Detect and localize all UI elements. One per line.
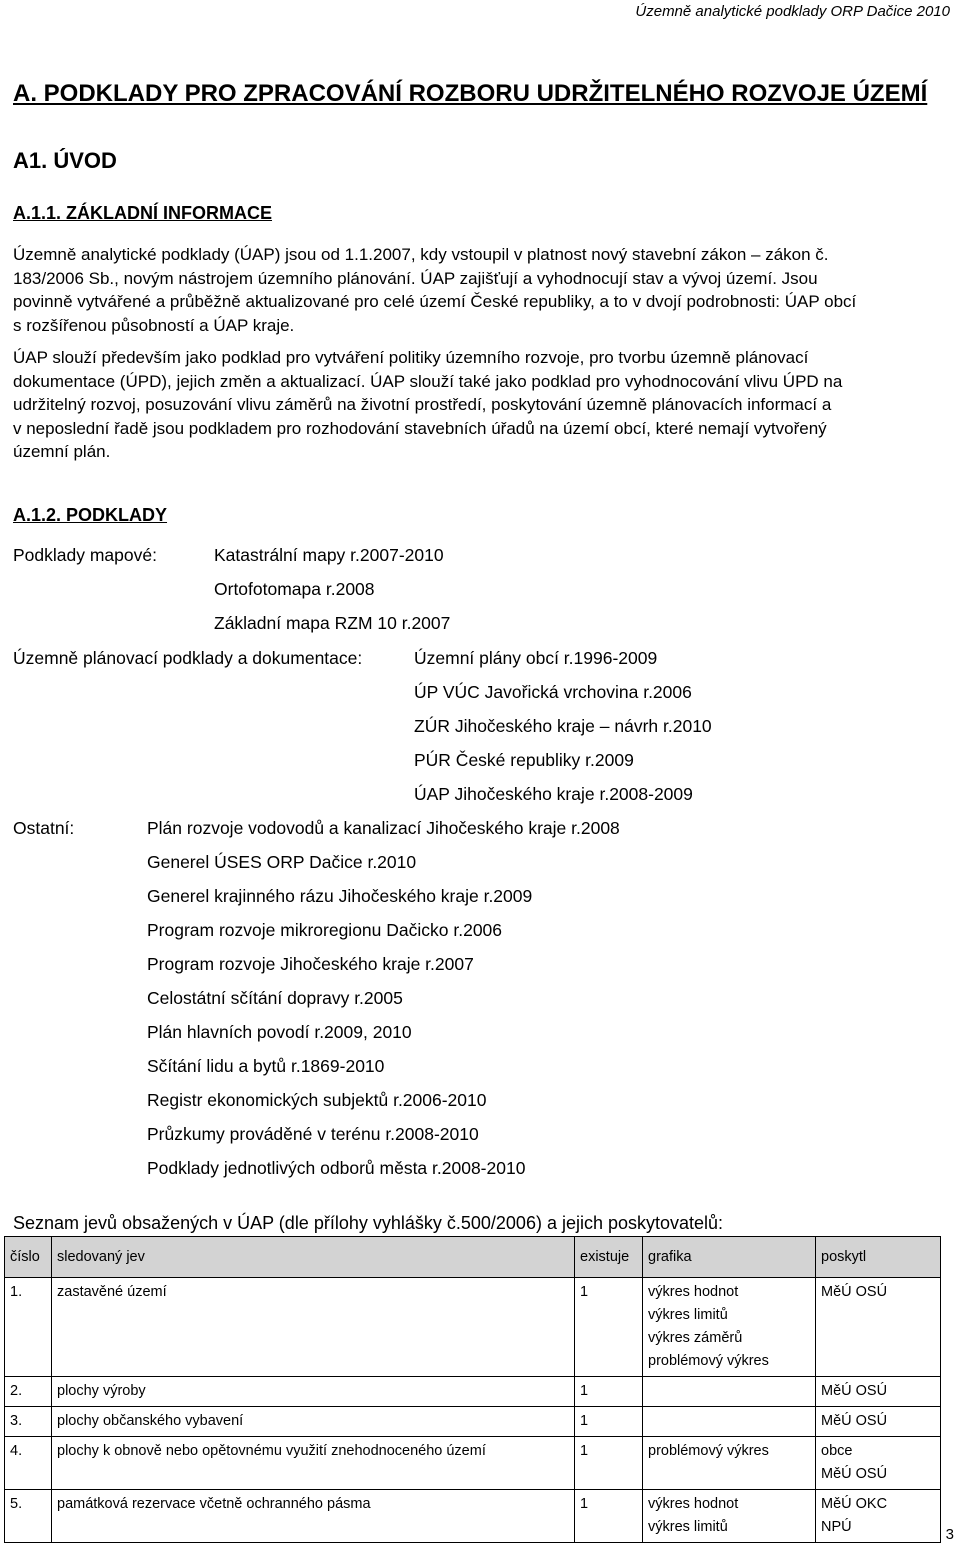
other-source-item: Průzkumy prováděné v terénu r.2008-2010 (147, 1124, 479, 1144)
cell-graphics (643, 1407, 816, 1437)
cell-graphics (643, 1278, 816, 1377)
other-source-item: Sčítání lidu a bytů r.1869-2010 (147, 1056, 385, 1076)
column-header-phenomenon: sledovaný jev (52, 1237, 575, 1278)
other-source-item: Plán rozvoje vodovodů a kanalizací Jihočeského kraje r.2008 (147, 818, 620, 838)
planning-source-item: ÚP VÚC Javořická vrchovina r.2006 (414, 682, 692, 702)
map-sources-label: Podklady mapové: (13, 545, 157, 565)
provider-item: MěÚ OSÚ (821, 1466, 888, 1482)
cell-number: 5. (5, 1490, 52, 1543)
running-header: Územně analytické podklady ORP Dačice 2010 (635, 3, 950, 20)
cell-phenomenon: plochy občanského vybavení (52, 1407, 575, 1437)
cell-graphics (643, 1437, 816, 1490)
cell-exists: 1 (575, 1490, 643, 1543)
table-row (5, 1407, 941, 1437)
planning-source-item: ÚAP Jihočeského kraje r.2008-2009 (414, 784, 693, 804)
graphics-item: výkres limitů (648, 1307, 728, 1323)
provider-item: MěÚ OKC (821, 1496, 888, 1512)
paragraph-line: povinně vytvářené a průběžně aktualizované pro celé území České republiky, a to v dvojí podrobnosti: ÚAP obcí (13, 292, 857, 311)
other-source-item: Plán hlavních povodí r.2009, 2010 (147, 1022, 412, 1042)
column-header-exists: existuje (575, 1237, 643, 1278)
table-row (5, 1437, 941, 1490)
provider-item: MěÚ OSÚ (821, 1284, 888, 1300)
page-number: 3 (945, 1526, 954, 1543)
provider-item: NPÚ (821, 1519, 852, 1535)
cell-number: 4. (5, 1437, 52, 1490)
provider-item: MěÚ OSÚ (821, 1383, 888, 1399)
phenomena-table (4, 1236, 941, 1543)
cell-exists: 1 (575, 1377, 643, 1407)
cell-provider (816, 1377, 941, 1407)
cell-provider (816, 1407, 941, 1437)
paragraph-line: Územně analytické podklady (ÚAP) jsou od 1.1.2007, kdy vstoupil v platnost nový stavební zákon – zákon č. (13, 245, 829, 264)
map-source-item: Ortofotomapa r.2008 (214, 579, 375, 599)
cell-phenomenon: plochy výroby (52, 1377, 575, 1407)
graphics-item: problémový výkres (648, 1443, 769, 1459)
chapter-title: A1. ÚVOD (13, 148, 117, 173)
paragraph-line: ÚAP slouží především jako podklad pro vytváření politiky územního rozvoje, pro tvorbu územně plánovací (13, 348, 809, 367)
table-header-row (5, 1237, 941, 1278)
cell-provider (816, 1437, 941, 1490)
planning-source-item: ZÚR Jihočeského kraje – návrh r.2010 (414, 716, 712, 736)
other-source-item: Generel ÚSES ORP Dačice r.2010 (147, 852, 417, 872)
other-source-item: Registr ekonomických subjektů r.2006-2010 (147, 1090, 487, 1110)
table-row (5, 1490, 941, 1543)
other-source-item: Podklady jednotlivých odborů města r.2008-2010 (147, 1158, 526, 1178)
cell-exists: 1 (575, 1278, 643, 1377)
paragraph-line: udržitelný rozvoj, posuzování vlivu záměrů na životní prostředí, poskytování územně plánovacích informací a (13, 395, 832, 414)
column-header-provider: poskytl (816, 1237, 941, 1278)
cell-provider (816, 1490, 941, 1543)
other-source-item: Program rozvoje Jihočeského kraje r.2007 (147, 954, 474, 974)
paragraph-line: územní plán. (13, 442, 111, 461)
graphics-item: výkres hodnot (648, 1496, 739, 1512)
cell-graphics (643, 1377, 816, 1407)
cell-phenomenon: plochy k obnově nebo opětovnému využití znehodnoceného území (52, 1437, 575, 1490)
planning-source-item: PÚR České republiky r.2009 (414, 750, 634, 770)
map-source-item: Základní mapa RZM 10 r.2007 (214, 613, 451, 633)
graphics-item: výkres záměrů (648, 1330, 743, 1346)
graphics-item: výkres hodnot (648, 1284, 739, 1300)
section-title: A. PODKLADY PRO ZPRACOVÁNÍ ROZBORU UDRŽITELNÉHO ROZVOJE ÚZEMÍ (13, 80, 928, 107)
map-source-item: Katastrální mapy r.2007-2010 (214, 545, 444, 565)
paragraph-purpose (13, 346, 948, 464)
cell-number: 3. (5, 1407, 52, 1437)
cell-provider (816, 1278, 941, 1377)
other-source-item: Program rozvoje mikroregionu Dačicko r.2006 (147, 920, 503, 940)
other-sources-label: Ostatní: (13, 818, 75, 838)
cell-number: 1. (5, 1278, 52, 1377)
column-header-number: číslo (5, 1237, 52, 1278)
table-intro: Seznam jevů obsažených v ÚAP (dle přílohy vyhlášky č.500/2006) a jejich poskytovatelů: (13, 1213, 724, 1233)
subsection-title-info: A.1.1. ZÁKLADNÍ INFORMACE (13, 203, 273, 223)
planning-sources-label: Územně plánovací podklady a dokumentace: (13, 648, 363, 668)
cell-exists: 1 (575, 1437, 643, 1490)
other-source-item: Celostátní sčítání dopravy r.2005 (147, 988, 403, 1008)
paragraph-intro (13, 243, 948, 337)
other-source-item: Generel krajinného rázu Jihočeského kraje r.2009 (147, 886, 533, 906)
column-header-graphics: grafika (643, 1237, 816, 1278)
table-row (5, 1278, 941, 1377)
cell-phenomenon: zastavěné území (52, 1278, 575, 1377)
paragraph-line: v neposlední řadě jsou podkladem pro rozhodování stavebních úřadů na území obcí, které nemají vytvořený (13, 418, 827, 438)
graphics-item: problémový výkres (648, 1353, 769, 1369)
cell-phenomenon: památková rezervace včetně ochranného pásma (52, 1490, 575, 1543)
subsection-title-sources: A.1.2. PODKLADY (13, 505, 168, 525)
cell-exists: 1 (575, 1407, 643, 1437)
cell-number: 2. (5, 1377, 52, 1407)
paragraph-line: 183/2006 Sb., novým nástrojem územního plánování. ÚAP zajišťují a vyhodnocují stav a vývoj území. Jsou (13, 268, 818, 288)
paragraph-line: dokumentace (ÚPD), jejich změn a aktualizací. ÚAP slouží také jako podklad pro vyhodnocování vlivu ÚPD na (13, 371, 843, 391)
provider-item: obce (821, 1443, 853, 1459)
graphics-item: výkres limitů (648, 1519, 728, 1535)
provider-item: MěÚ OSÚ (821, 1413, 888, 1429)
cell-graphics (643, 1490, 816, 1543)
paragraph-line: s rozšířenou působností a ÚAP kraje. (13, 315, 295, 335)
table-row (5, 1377, 941, 1407)
planning-source-item: Územní plány obcí r.1996-2009 (414, 648, 658, 668)
